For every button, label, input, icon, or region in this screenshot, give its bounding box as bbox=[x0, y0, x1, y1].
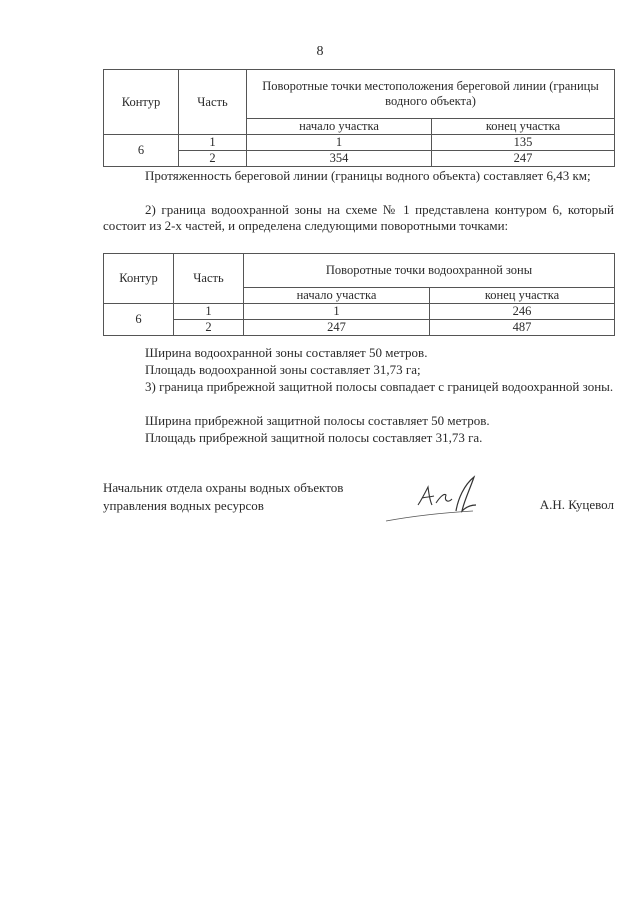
strip-border-text: 3) граница прибрежной защитной полосы совпадает с границей водоохранной зоны. bbox=[145, 379, 614, 394]
end-cell: 135 bbox=[432, 135, 615, 151]
header-end: конец участка bbox=[430, 288, 615, 304]
part-cell: 2 bbox=[179, 151, 247, 167]
header-contour: Контур bbox=[104, 70, 179, 135]
header-start: начало участка bbox=[244, 288, 430, 304]
zone-width-text: Ширина водоохранной зоны составляет 50 метров. bbox=[145, 345, 428, 360]
part-cell: 2 bbox=[174, 320, 244, 336]
shoreline-points-table bbox=[103, 69, 615, 167]
start-cell: 247 bbox=[244, 320, 430, 336]
header-contour: Контур bbox=[104, 254, 174, 304]
header-start: начало участка bbox=[247, 119, 432, 135]
table-row bbox=[104, 320, 615, 336]
end-cell: 246 bbox=[430, 304, 615, 320]
water-zone-points-table bbox=[103, 253, 615, 336]
header-part: Часть bbox=[174, 254, 244, 304]
part-cell: 1 bbox=[179, 135, 247, 151]
signatory-title-line2: управления водных ресурсов bbox=[103, 498, 264, 513]
end-cell: 487 bbox=[430, 320, 615, 336]
header-group: Поворотные точки местоположения береговой линии (границы водного объекта) bbox=[247, 70, 615, 119]
strip-width-text: Ширина прибрежной защитной полосы составляет 50 метров. bbox=[145, 413, 490, 428]
contour-cell: 6 bbox=[104, 304, 174, 336]
end-cell: 247 bbox=[432, 151, 615, 167]
start-cell: 354 bbox=[247, 151, 432, 167]
signatory-name: А.Н. Куцевол bbox=[539, 497, 614, 512]
header-part: Часть bbox=[179, 70, 247, 135]
handwritten-signature bbox=[378, 471, 488, 533]
page-number: 8 bbox=[316, 44, 324, 59]
strip-area-text: Площадь прибрежной защитной полосы составляет 31,73 га. bbox=[145, 430, 483, 445]
table-row bbox=[104, 151, 615, 167]
signature-block bbox=[103, 479, 614, 539]
part-cell: 1 bbox=[174, 304, 244, 320]
start-cell: 1 bbox=[244, 304, 430, 320]
zone-area-text: Площадь водоохранной зоны составляет 31,73 га; bbox=[145, 362, 421, 377]
signatory-title bbox=[103, 479, 343, 515]
table-row bbox=[104, 304, 615, 320]
header-group: Поворотные точки водоохранной зоны bbox=[244, 254, 615, 288]
signatory-title-line1: Начальник отдела охраны водных объектов bbox=[103, 480, 344, 495]
table-row bbox=[104, 135, 615, 151]
zone-intro-text: 2) граница водоохранной зоны на схеме № 1 представлена контуром 6, который состоит из 2-х частей, и определена следующими поворотными точками: bbox=[103, 202, 614, 233]
header-end: конец участка bbox=[432, 119, 615, 135]
contour-cell: 6 bbox=[104, 135, 179, 167]
start-cell: 1 bbox=[247, 135, 432, 151]
shoreline-length-text: Протяженность береговой линии (границы водного объекта) составляет 6,43 км; bbox=[145, 168, 591, 183]
